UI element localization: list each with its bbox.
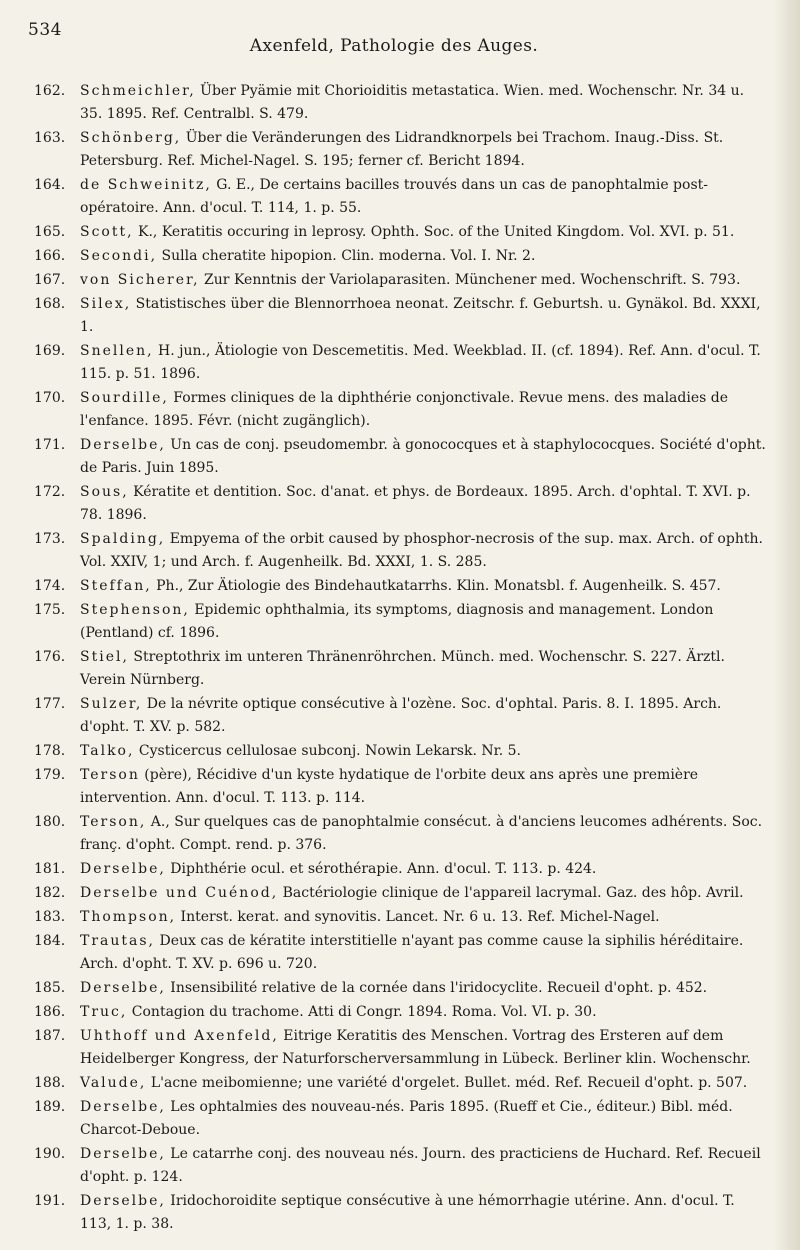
reference-author: Sous, — [80, 484, 129, 500]
reference-number: 165. — [34, 224, 66, 240]
reference-author: Stiel, — [80, 649, 129, 665]
reference-entry — [34, 811, 768, 857]
reference-entry — [34, 1072, 768, 1095]
reference-author: Schönberg, — [80, 130, 182, 146]
reference-entry — [34, 599, 768, 645]
reference-text: Interst. kerat. and synovitis. Lancet. Nr. 6 u. 13. Ref. Michel-Nagel. — [176, 909, 660, 925]
reference-text: Ph., Zur Ätiologie des Bindehautkatarrhs. Klin. Monatsbl. f. Augenheilk. S. 457. — [151, 578, 721, 594]
reference-text: Zur Kenntnis der Variolaparasiten. Münchener med. Wochenschrift. S. 793. — [199, 272, 741, 288]
reference-number: 168. — [34, 296, 66, 312]
reference-entry — [34, 387, 768, 433]
reference-number: 188. — [34, 1075, 66, 1091]
reference-text: K., Keratitis occuring in leprosy. Ophth. Soc. of the United Kingdom. Vol. XVI. p. 51. — [133, 224, 735, 240]
reference-number: 176. — [34, 649, 66, 665]
reference-entry — [34, 858, 768, 881]
reference-text: De la névrite optique consécutive à l'ozène. Soc. d'ophtal. Paris. 8. I. 1895. Arch. d'opht. T. XV. p. 582. — [80, 696, 722, 735]
reference-entry — [34, 221, 768, 244]
reference-number: 169. — [34, 343, 66, 359]
reference-number: 177. — [34, 696, 66, 712]
reference-author: Terson — [80, 767, 140, 783]
reference-text: Epidemic ophthalmia, its symptoms, diagnosis and management. London (Pentland) cf. 1896. — [80, 602, 714, 641]
reference-text: L'acne meibomienne; une variété d'orgelet. Bullet. méd. Ref. Recueil d'opht. p. 507. — [146, 1075, 748, 1091]
reference-number: 162. — [34, 83, 66, 99]
page-edge-shadow — [774, 0, 800, 1250]
reference-entry — [34, 1190, 768, 1236]
reference-number: 180. — [34, 814, 66, 830]
reference-text: Cysticercus cellulosae subconj. Nowin Lekarsk. Nr. 5. — [134, 743, 522, 759]
reference-entry — [34, 740, 768, 763]
reference-author: Truc, — [80, 1004, 128, 1020]
reference-author: Sourdille, — [80, 390, 169, 406]
reference-author: Stephenson, — [80, 602, 190, 618]
reference-number: 173. — [34, 531, 66, 547]
reference-author: Spalding, — [80, 531, 166, 547]
reference-number: 174. — [34, 578, 66, 594]
reference-number: 171. — [34, 437, 66, 453]
reference-text: Über die Veränderungen des Lidrandknorpels bei Trachom. Inaug.-Diss. St. Petersburg. Ref. Michel-Nagel. S. 195; ferner cf. Bericht 1894. — [80, 130, 724, 169]
reference-author: Derselbe, — [80, 1099, 166, 1115]
page-header — [28, 14, 760, 54]
reference-number: 166. — [34, 248, 66, 264]
reference-text: Empyema of the orbit caused by phosphor-necrosis of the sup. max. Arch. of ophth. Vol. XXIV, 1; und Arch. f. Augenheilk. Bd. XXXI, 1. S. 285. — [80, 531, 763, 570]
reference-number: 170. — [34, 390, 66, 406]
reference-text: Statistisches über die Blennorrhoea neonat. Zeitschr. f. Geburtsh. u. Gynäkol. Bd. XXXI, 1. — [80, 296, 761, 335]
reference-number: 183. — [34, 909, 66, 925]
reference-entry — [34, 930, 768, 976]
reference-author: Trautas, — [80, 933, 156, 949]
reference-number: 182. — [34, 885, 66, 901]
reference-entry — [34, 693, 768, 739]
running-head: Axenfeld, Pathologie des Auges. — [249, 36, 539, 56]
reference-author: Snellen, — [80, 343, 154, 359]
reference-number: 189. — [34, 1099, 66, 1115]
reference-author: Talko, — [80, 743, 135, 759]
reference-text: A., Sur quelques cas de panophtalmie consécut. à d'anciens leucomes adhérents. Soc. franç. d'opht. Compt. rend. p. 376. — [80, 814, 763, 853]
reference-entry — [34, 977, 768, 1000]
reference-entry — [34, 174, 768, 220]
reference-entry — [34, 575, 768, 598]
reference-text: Iridochoroidite septique consécutive à une hémorrhagie utérine. Ann. d'ocul. T. 113, 1. p. 38. — [80, 1193, 735, 1232]
reference-entry — [34, 269, 768, 292]
reference-entry — [34, 1025, 768, 1071]
reference-text: Le catarrhe conj. des nouveau nés. Journ. des practiciens de Huchard. Ref. Recueil d'opht. p. 124. — [80, 1146, 761, 1185]
reference-author: Sulzer, — [80, 696, 143, 712]
reference-author: Derselbe, — [80, 1193, 166, 1209]
reference-author: Steffan, — [80, 578, 152, 594]
reference-text: Deux cas de kératite interstitielle n'ayant pas comme cause la siphilis héréditaire. Arch. d'opht. T. XV. p. 696 u. 720. — [80, 933, 744, 972]
reference-number: 172. — [34, 484, 66, 500]
reference-author: Scott, — [80, 224, 134, 240]
reference-number: 163. — [34, 130, 66, 146]
reference-entry — [34, 906, 768, 929]
reference-entry — [34, 434, 768, 480]
reference-number: 181. — [34, 861, 66, 877]
reference-entry — [34, 764, 768, 810]
reference-author: Valude, — [80, 1075, 147, 1091]
reference-entry — [34, 481, 768, 527]
reference-text: (père), Récidive d'un kyste hydatique de l'orbite deux ans après une première intervention. Ann. d'ocul. T. 113. p. 114. — [80, 767, 699, 806]
reference-number: 184. — [34, 933, 66, 949]
reference-number: 175. — [34, 602, 66, 618]
reference-author: Silex, — [80, 296, 132, 312]
reference-author: Derselbe, — [80, 861, 166, 877]
reference-number: 190. — [34, 1146, 66, 1162]
reference-text: Streptothrix im unteren Thränenröhrchen. Münch. med. Wochenschr. S. 227. Ärztl. Verein Nürnberg. — [80, 649, 725, 688]
reference-number: 191. — [34, 1193, 66, 1209]
reference-author: de Schweinitz, — [80, 177, 212, 193]
reference-author: Derselbe und Cuénod, — [80, 885, 279, 901]
reference-entry — [34, 646, 768, 692]
reference-text: Kératite et dentition. Soc. d'anat. et phys. de Bordeaux. 1895. Arch. d'ophtal. T. XVI. p. 78. 1896. — [80, 484, 751, 523]
reference-text: Insensibilité relative de la cornée dans l'iridocyclite. Recueil d'opht. p. 452. — [165, 980, 708, 996]
reference-text: Über Pyämie mit Chorioiditis metastatica. Wien. med. Wochenschr. Nr. 34 u. 35. 1895. Ref. Centralbl. S. 479. — [80, 83, 745, 122]
reference-entry — [34, 1096, 768, 1142]
reference-entry — [34, 1001, 768, 1024]
reference-text: Bactériologie clinique de l'appareil lacrymal. Gaz. des hôp. Avril. — [278, 885, 744, 901]
reference-number: 179. — [34, 767, 66, 783]
reference-text: Sulla cheratite hipopion. Clin. moderna. Vol. I. Nr. 2. — [157, 248, 536, 264]
reference-text: H. jun., Ätiologie von Descemetitis. Med. Weekblad. II. (cf. 1894). Ref. Ann. d'ocul. T. 115. p. 51. 1896. — [80, 343, 761, 382]
reference-text: Diphthérie ocul. et sérothérapie. Ann. d'ocul. T. 113. p. 424. — [165, 861, 597, 877]
reference-entry — [34, 528, 768, 574]
reference-author: Derselbe, — [80, 437, 166, 453]
reference-entry — [34, 1143, 768, 1189]
reference-text: Un cas de conj. pseudomembr. à gonococques et à staphylococques. Société d'opht. de Paris. Juin 1895. — [80, 437, 766, 476]
reference-entry — [34, 127, 768, 173]
reference-text: Formes cliniques de la diphthérie conjonctivale. Revue mens. des maladies de l'enfance. 1895. Févr. (nicht zugänglich). — [80, 390, 729, 429]
page-number: 534 — [28, 20, 62, 40]
reference-author: Terson, — [80, 814, 147, 830]
reference-entry — [34, 882, 768, 905]
reference-number: 186. — [34, 1004, 66, 1020]
reference-author: Thompson, — [80, 909, 177, 925]
reference-number: 178. — [34, 743, 66, 759]
reference-text: Eitrige Keratitis des Menschen. Vortrag des Ersteren auf dem Heidelberger Kongress, der Naturforscherversammlung in Lübeck. Berliner klin. Wochenschr. — [80, 1028, 751, 1067]
reference-number: 185. — [34, 980, 66, 996]
reference-entry — [34, 80, 768, 126]
reference-author: Derselbe, — [80, 980, 166, 996]
reference-author: Uhthoff und Axenfeld, — [80, 1028, 279, 1044]
reference-entry — [34, 245, 768, 268]
reference-author: Schmeichler, — [80, 83, 196, 99]
reference-text: G. E., De certains bacilles trouvés dans un cas de panophtalmie post-opératoire. Ann. d'ocul. T. 114, 1. p. 55. — [80, 177, 708, 216]
reference-author: von Sicherer, — [80, 272, 200, 288]
reference-author: Derselbe, — [80, 1146, 166, 1162]
reference-number: 187. — [34, 1028, 66, 1044]
reference-entry — [34, 293, 768, 339]
reference-number: 167. — [34, 272, 66, 288]
reference-number: 164. — [34, 177, 66, 193]
reference-text: Contagion du trachome. Atti di Congr. 1894. Roma. Vol. VI. p. 30. — [127, 1004, 597, 1020]
reference-list — [34, 80, 768, 1237]
reference-author: Secondi, — [80, 248, 158, 264]
reference-entry — [34, 340, 768, 386]
reference-text: Les ophtalmies des nouveau-nés. Paris 1895. (Rueff et Cie., éditeur.) Bibl. méd. Charcot-Deboue. — [80, 1099, 733, 1138]
